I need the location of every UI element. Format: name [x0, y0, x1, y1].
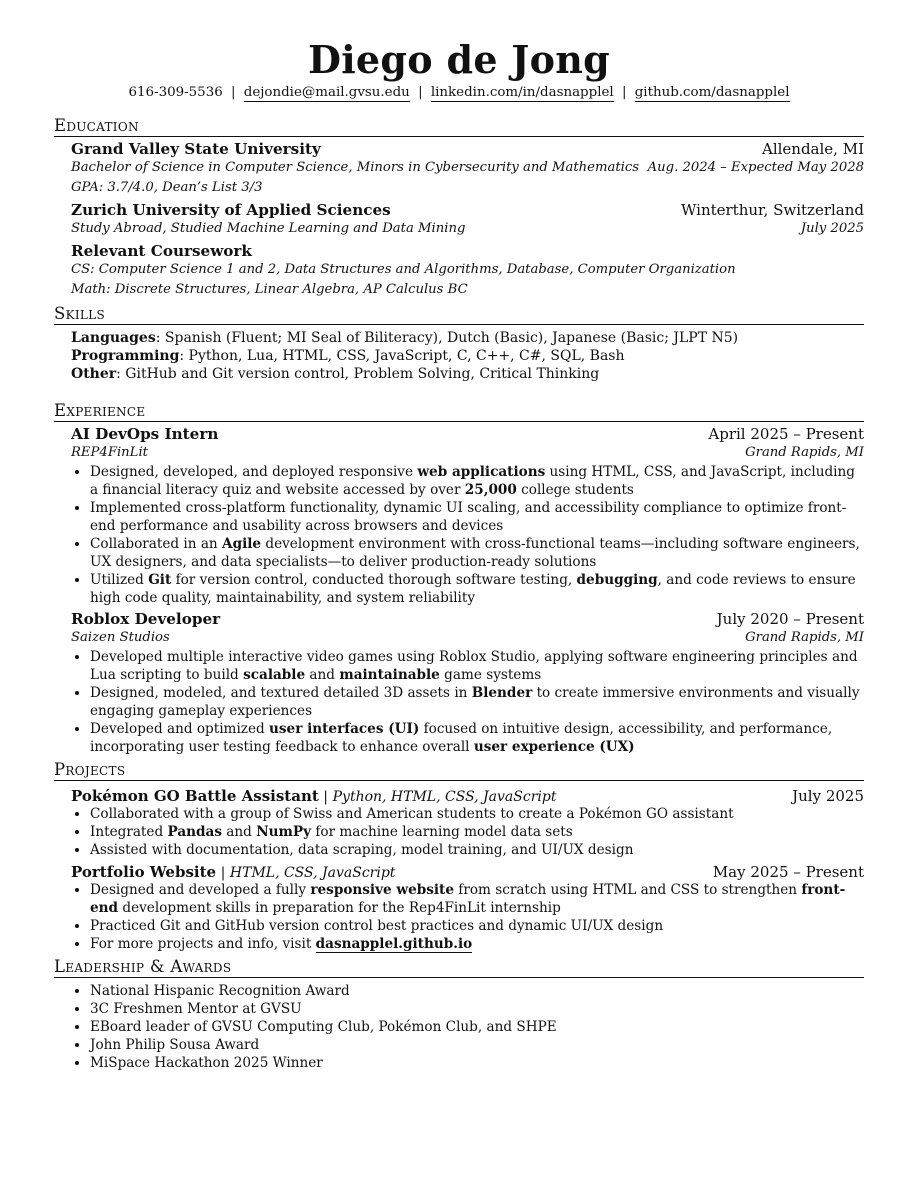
list-item: • Collaborated with a group of Swiss and American students to create a Pokémon GO assistant [90, 805, 864, 823]
job-dates: July 2020 – Present [716, 610, 864, 628]
separator: | [621, 85, 627, 100]
list-item: • Integrated Pandas and NumPy for machine learning model data sets [90, 823, 864, 841]
contact-line [54, 84, 864, 102]
project-entry [54, 863, 864, 953]
bold-keyword: web applications [417, 464, 546, 480]
award-item: • National Hispanic Recognition Award [90, 982, 864, 1000]
job-location: Grand Rapids, MI [745, 445, 864, 460]
skill-value: : Spanish (Fluent; MI Seal of Biliteracy), Dutch (Basic), Japanese (Basic; JLPT N5) [155, 330, 739, 346]
list-item: • Collaborated in an Agile development environment with cross-functional teams—including software engineers, UX designers, and data specialists—to deliver production-ready solutions [90, 535, 864, 571]
bold-keyword: user experience (UX) [473, 739, 635, 755]
bold-keyword: NumPy [256, 824, 312, 840]
job-entry [54, 425, 864, 607]
bold-keyword: debugging [576, 572, 658, 588]
school-location: Allendale, MI [761, 140, 864, 158]
school-location: Winterthur, Switzerland [681, 201, 864, 219]
project-dates: May 2025 – Present [712, 863, 864, 881]
project-tech: HTML, CSS, JavaScript [229, 865, 396, 881]
degree-text: Study Abroad, Studied Machine Learning and Data Mining [71, 221, 466, 236]
job-bullets [71, 648, 864, 756]
skill-line [71, 329, 864, 347]
jobs-list [54, 425, 864, 756]
skill-label: Programming [71, 348, 180, 364]
section-title: Leadership & Awards [54, 957, 864, 978]
coursework-cs: CS: Computer Science 1 and 2, Data Structures and Algorithms, Database, Computer Organization [71, 262, 736, 277]
projects-list [54, 787, 864, 953]
job-company: Saizen Studios [71, 630, 170, 645]
resume-page [54, 38, 864, 1072]
school-name: Zurich University of Applied Sciences [71, 201, 391, 219]
project-bullets [71, 881, 864, 953]
skill-label: Languages [71, 330, 156, 346]
coursework-math: Math: Discrete Structures, Linear Algebra, AP Calculus BC [71, 282, 468, 297]
list-item: • Designed, developed, and deployed responsive web applications using HTML, CSS, and JavaScript, including a financial literacy quiz and website accessed by over 25,000 college students [90, 463, 864, 499]
project-tech: Python, HTML, CSS, JavaScript [332, 789, 557, 805]
bold-keyword: Agile [222, 536, 262, 552]
project-name: Portfolio Website [71, 863, 217, 881]
education-dates: July 2025 [800, 221, 864, 236]
skills-list [54, 329, 864, 383]
list-item: • For more projects and info, visit dasnapplel.github.io [90, 935, 864, 953]
phone-number: 616-309-5536 [128, 85, 223, 100]
separator: | [418, 85, 423, 100]
github-link[interactable]: github.com/dasnapplel [634, 85, 790, 100]
job-bullets [71, 463, 864, 607]
section-title: Education [54, 116, 864, 137]
project-bullets [71, 805, 864, 859]
project-name: Pokémon GO Battle Assistant [71, 787, 319, 805]
list-item: • Developed multiple interactive video games using Roblox Studio, applying software engineering principles and Lua scripting to build scalable and maintainable game systems [90, 648, 864, 684]
linkedin-link[interactable]: linkedin.com/in/dasnapplel [430, 85, 614, 100]
bold-keyword: user interfaces (UI) [269, 721, 420, 737]
job-dates: April 2025 – Present [708, 425, 864, 443]
bold-keyword: Git [148, 572, 172, 588]
list-item: • Developed and optimized user interfaces (UI) focused on intuitive design, accessibility, and performance, incorporating user testing feedback to enhance overall user experience (UX) [90, 720, 864, 756]
bold-keyword: scalable [243, 667, 306, 683]
list-item: • Designed, modeled, and textured detailed 3D assets in Blender to create immersive environments and visually engaging gameplay experiences [90, 684, 864, 720]
awards-list [54, 982, 864, 1072]
award-item: • EBoard leader of GVSU Computing Club, Pokémon Club, and SHPE [90, 1018, 864, 1036]
job-role: Roblox Developer [71, 610, 221, 628]
bold-keyword: maintainable [339, 667, 440, 683]
bold-keyword: Blender [471, 685, 533, 701]
list-item: • Assisted with documentation, data scraping, model training, and UI/UX design [90, 841, 864, 859]
section-title: Skills [54, 304, 864, 325]
education-dates: Aug. 2024 – Expected May 2028 [647, 160, 864, 175]
separator: | [231, 85, 236, 100]
award-item: • 3C Freshmen Mentor at GVSU [90, 1000, 864, 1018]
bold-keyword: Pandas [167, 824, 222, 840]
awards-section [54, 957, 864, 1072]
skill-label: Other [71, 366, 117, 382]
job-company: REP4FinLit [71, 445, 148, 460]
experience-section [54, 401, 864, 756]
list-item: • Practiced Git and GitHub version control best practices and dynamic UI/UX design [90, 917, 864, 935]
project-header [71, 863, 864, 881]
education-entry [54, 201, 864, 239]
job-location: Grand Rapids, MI [745, 630, 864, 645]
job-role: AI DevOps Intern [71, 425, 219, 443]
section-title: Projects [54, 760, 864, 781]
email-link[interactable]: dejondie@mail.gvsu.edu [243, 85, 410, 100]
education-section [54, 116, 864, 300]
skills-section [54, 304, 864, 383]
list-item: • Designed and developed a fully responsive website from scratch using HTML and CSS to strengthen front-end development skills in preparation for the Rep4FinLit internship [90, 881, 864, 917]
project-entry [54, 787, 864, 859]
separator: | [216, 865, 230, 881]
resume-name: Diego de Jong [307, 37, 611, 82]
projects-section [54, 760, 864, 953]
coursework-title: Relevant Coursework [71, 242, 252, 260]
job-entry [54, 610, 864, 756]
job-header [71, 610, 864, 628]
project-header [71, 787, 864, 805]
skill-value: : Python, Lua, HTML, CSS, JavaScript, C, C++, C#, SQL, Bash [179, 348, 625, 364]
skill-line [71, 365, 864, 383]
gpa-text: GPA: 3.7/4.0, Dean’s List 3/3 [71, 180, 263, 195]
award-item: • John Philip Sousa Award [90, 1036, 864, 1054]
award-item: • MiSpace Hackathon 2025 Winner [90, 1054, 864, 1072]
school-name: Grand Valley State University [71, 140, 321, 158]
education-entry [54, 140, 864, 198]
list-item: • Implemented cross-platform functionality, dynamic UI scaling, and accessibility compliance to optimize front-end performance and usability across browsers and devices [90, 499, 864, 535]
job-subheader [71, 628, 864, 648]
bold-keyword: front-end [90, 882, 846, 916]
separator: | [318, 789, 333, 805]
job-subheader [71, 443, 864, 463]
section-title: Experience [54, 401, 864, 422]
project-title-group [71, 787, 556, 805]
job-header [71, 425, 864, 443]
list-item: • Utilized Git for version control, conducted thorough software testing, debugging, and code reviews to ensure high code quality, maintainability, and system reliability [90, 571, 864, 607]
skill-value: : GitHub and Git version control, Problem Solving, Critical Thinking [116, 366, 600, 382]
bold-keyword: 25,000 [464, 482, 517, 498]
bold-keyword: responsive website [310, 882, 454, 898]
coursework-entry [54, 242, 864, 300]
portfolio-link[interactable]: dasnapplel.github.io [315, 936, 473, 952]
project-title-group [71, 863, 395, 881]
degree-text: Bachelor of Science in Computer Science, Minors in Cybersecurity and Mathematics [71, 160, 640, 175]
skill-line [71, 347, 864, 365]
project-dates: July 2025 [792, 787, 864, 805]
